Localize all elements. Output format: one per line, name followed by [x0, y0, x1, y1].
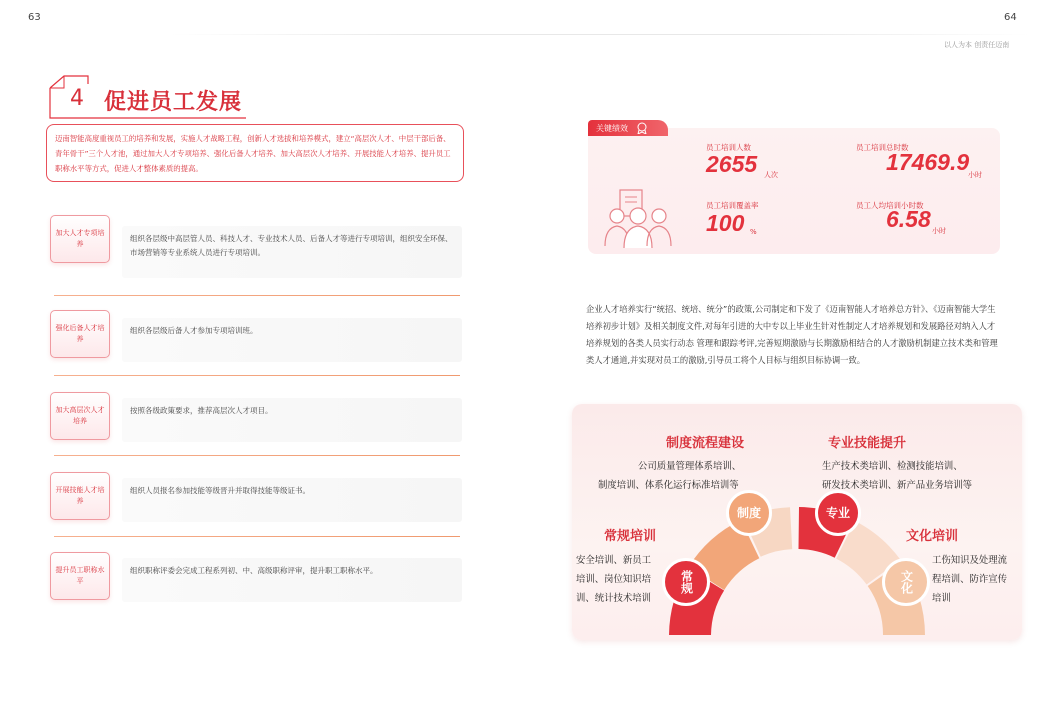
program-divider	[54, 295, 460, 296]
kpi-label: 员工培训总时数	[856, 143, 909, 152]
program-badge	[50, 472, 110, 520]
program-desc: 组织各层级中高层管人员、科技人才、专业技术人员、后备人才等进行专项培训，组织安全环保、市场营销等专业系统人员进行专项培训。	[130, 234, 453, 257]
kpi-value: 6.58	[886, 206, 931, 232]
program-desc: 组织职称评委会完成工程系列初、中、高级职称评审，提升职工职称水平。	[130, 566, 378, 575]
culture-desc-line: 工伤知识及处理流	[932, 555, 1008, 566]
people-icon	[602, 188, 674, 252]
system-desc-line: 制度培训、体系化运行标准培训等	[598, 480, 739, 491]
system-title: 制度流程建设	[666, 436, 745, 451]
header-line	[170, 34, 1030, 35]
kpi-unit: 人次	[764, 171, 778, 179]
program-title: 加大人才专项培养	[55, 229, 105, 248]
kpi-unit: %	[750, 228, 757, 236]
regular-title: 常规培训	[604, 529, 657, 544]
program-divider	[54, 455, 460, 456]
circle-skill	[815, 490, 861, 536]
program-divider	[54, 536, 460, 537]
regular-desc-line: 训、统计技术培训	[576, 593, 652, 604]
circle-skill-label: 专业	[825, 505, 850, 520]
kpi-value: 17469.9	[886, 149, 970, 175]
program-badge	[50, 392, 110, 440]
kpi-value: 2655	[706, 151, 758, 177]
page-number-left: 63	[28, 12, 41, 23]
culture-desc-line: 程培训、防诈宣传	[932, 574, 1008, 585]
program-badge	[50, 215, 110, 263]
program-title: 开展技能人才培养	[55, 486, 105, 505]
program-badge	[50, 552, 110, 600]
program-desc-box	[122, 226, 462, 278]
circle-regular	[662, 558, 710, 606]
kpi-unit: 小时	[932, 227, 946, 235]
award-icon	[636, 122, 648, 134]
section-title: 促进员工发展	[104, 90, 243, 115]
culture-desc-line: 培训	[932, 593, 951, 604]
kpi-tab	[588, 120, 668, 136]
program-desc-box	[122, 398, 462, 442]
skill-desc-line: 研发技术类培训、新产品业务培训等	[822, 480, 973, 491]
kpi-label: 员工培训人数	[706, 143, 751, 152]
program-divider	[54, 375, 460, 376]
circle-regular-label: 常规	[679, 570, 694, 594]
program-desc: 组织人员报名参加技能等级晋升并取得技能等级证书。	[130, 486, 310, 495]
regular-desc-line: 安全培训、新员工	[576, 555, 652, 566]
circle-culture	[882, 558, 930, 606]
program-badge	[50, 310, 110, 358]
kpi-label: 员工培训覆盖率	[706, 201, 759, 210]
regular-desc-line: 培训、岗位知识培	[576, 574, 652, 585]
page-number-right: 64	[1004, 12, 1017, 23]
program-desc-box	[122, 318, 462, 362]
circle-system-label: 制度	[736, 505, 761, 520]
talent-policy-paragraph: 企业人才培养实行“统招、统培、统分”的政策,公司制定和下发了《迈南智能人才培养总方针》、《迈南智能大学生培养初步计划》及相关制度文件,对每年引进的大中专以上毕业生针对性制定人才培养规划和发展路径对纳入人才培养规划的各类人员实行动态 管理和跟踪考评,完善短期激励与长期激励相结合的人才激励机制建立技术类和管理类人才通道,并实现对员工的激励,引导员工将个人目标与组织目标协调一致。	[586, 304, 998, 365]
program-title: 提升员工职称水平	[55, 566, 105, 585]
slogan: 以人为本 创责任迈南	[944, 41, 1010, 49]
culture-title: 文化培训	[906, 529, 959, 544]
program-desc: 组织各层级后备人才参加专项培训班。	[130, 326, 258, 335]
kpi-unit: 小时	[968, 171, 982, 179]
program-title: 强化后备人才培养	[55, 324, 105, 343]
program-desc: 按照各级政策要求，推荐高层次人才项目。	[130, 406, 273, 415]
skill-desc-line: 生产技术类培训、检测技能培训、	[822, 461, 963, 472]
kpi-value: 100	[706, 210, 745, 236]
program-desc-box	[122, 478, 462, 522]
circle-system	[726, 490, 772, 536]
kpi-tab-label: 关键绩效	[596, 123, 628, 133]
intro-text: 迈南智能高度重视员工的培养和发展，实施人才战略工程，创新人才选拔和培养模式，建立“高层次人才、中层干部后备、青年骨干”三个人才池，通过加大人才专项培养、强化后备人才培养、加大高层次人才培养、开展技能人才培养、提升员工职称水平等方式，促进人才整体素质的提高。	[55, 134, 451, 173]
system-desc-line: 公司质量管理体系培训、	[638, 461, 742, 472]
program-desc-box	[122, 558, 462, 602]
intro-box	[46, 124, 464, 182]
circle-culture-label: 文化	[899, 570, 914, 594]
section-number: 4	[70, 86, 84, 111]
program-title: 加大高层次人才培养	[55, 406, 105, 425]
kpi-label: 员工人均培训小时数	[856, 201, 924, 210]
skill-title: 专业技能提升	[828, 436, 907, 451]
